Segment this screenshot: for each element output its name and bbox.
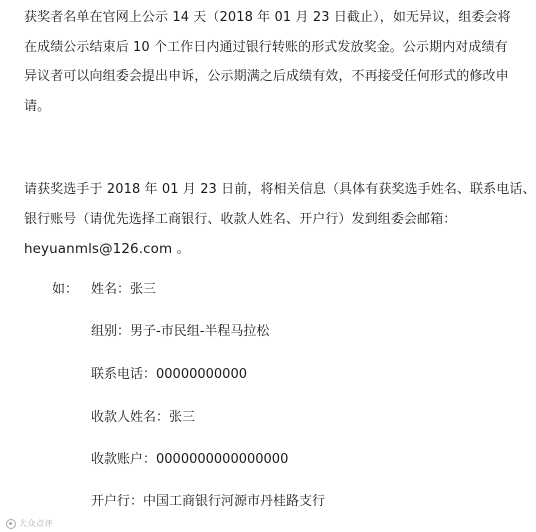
instruction-text-line: 银行账号（请优先选择工商银行、收款人姓名、开户行）发到组委会邮箱： — [24, 212, 457, 227]
watermark — [6, 518, 53, 529]
watermark-text: 大众点评 — [19, 519, 53, 528]
notice-text-line: 异议者可以向组委会提出申诉，公示期满之后成绩有效，不再接受任何形式的修改申 — [24, 69, 509, 84]
example-group: 组别：男子-市民组-半程马拉松 — [91, 324, 270, 339]
watermark-logo-icon — [6, 519, 16, 529]
notice-text-line: 获奖者名单在官网上公示 14 天（2018 年 01 月 23 日截止），如无异议，组委会将 — [24, 10, 511, 25]
example-account: 收款账户：0000000000000000 — [91, 452, 289, 467]
example-payee-name: 收款人姓名：张三 — [91, 410, 196, 425]
example-bank: 开户行：中国工商银行河源市丹桂路支行 — [91, 494, 326, 509]
instruction-text-line: 请获奖选手于 2018 年 01 月 23 日前，将相关信息（具体有获奖选手姓名、联系电话、 — [24, 182, 536, 197]
example-name: 姓名：张三 — [91, 282, 157, 297]
example-prefix: 如： — [52, 282, 79, 297]
example-phone: 联系电话：00000000000 — [91, 367, 247, 382]
notice-text-line: 在成绩公示结束后 10 个工作日内通过银行转账的形式发放奖金。公示期内对成绩有 — [24, 40, 508, 55]
contact-email: heyuanmls@126.com 。 — [24, 241, 191, 257]
notice-text-line: 请。 — [24, 99, 51, 114]
